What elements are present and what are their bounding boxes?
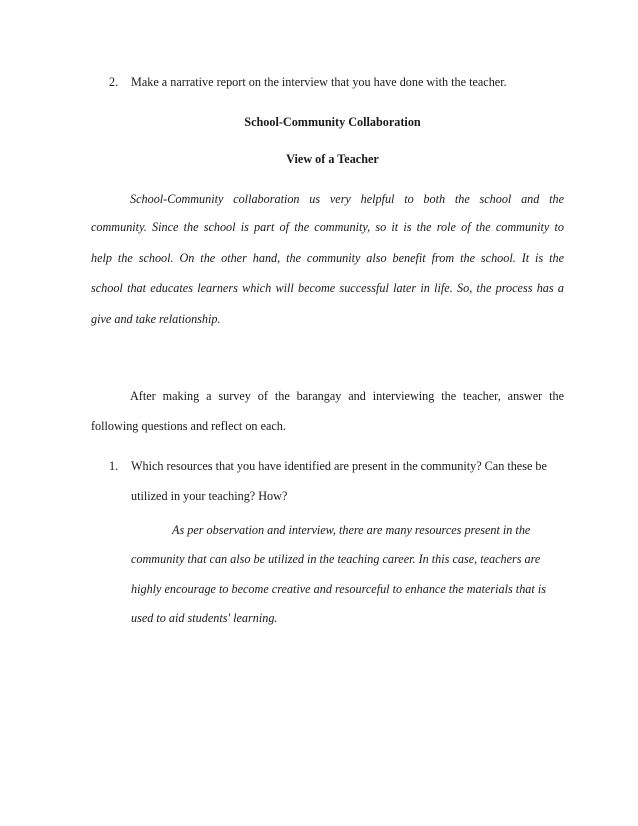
- paragraph-1-line-2: community. Since the school is part of the community, so it is the role of the community to: [91, 220, 564, 234]
- paragraph-1-line-3: help the school. On the other hand, the community also benefit from the school. It is the: [91, 251, 564, 265]
- answer-1-line-3: highly encourage to become creative and resourceful to enhance the materials that is: [131, 582, 546, 596]
- document-subtitle: View of a Teacher: [286, 152, 379, 166]
- question-1-number: 1.: [109, 459, 119, 473]
- answer-1-line-2: community that can also be utilized in the teaching career. In this case, teachers are: [131, 552, 541, 566]
- answer-1-line-1: As per observation and interview, there are many resources present in the: [172, 523, 531, 537]
- document-title: School-Community Collaboration: [244, 115, 421, 129]
- question-1-line-1: Which resources that you have identified are present in the community? Can these be: [131, 459, 547, 473]
- paragraph-1-line-4: school that educates learners which will become successful later in life. So, the process has a: [91, 281, 564, 295]
- paragraph-2-line-1: After making a survey of the barangay and interviewing the teacher, answer the: [130, 389, 564, 403]
- item-2-number: 2.: [109, 75, 119, 89]
- answer-1-line-4: used to aid students' learning.: [131, 611, 278, 625]
- paragraph-1-line-5: give and take relationship.: [91, 312, 221, 326]
- question-1-line-2: utilized in your teaching? How?: [131, 489, 288, 503]
- paragraph-2-line-2: following questions and reflect on each.: [91, 419, 286, 433]
- paragraph-1-line-1: School-Community collaboration us very helpful to both the school and the: [130, 192, 564, 206]
- item-2-text: Make a narrative report on the interview that you have done with the teacher.: [131, 75, 507, 89]
